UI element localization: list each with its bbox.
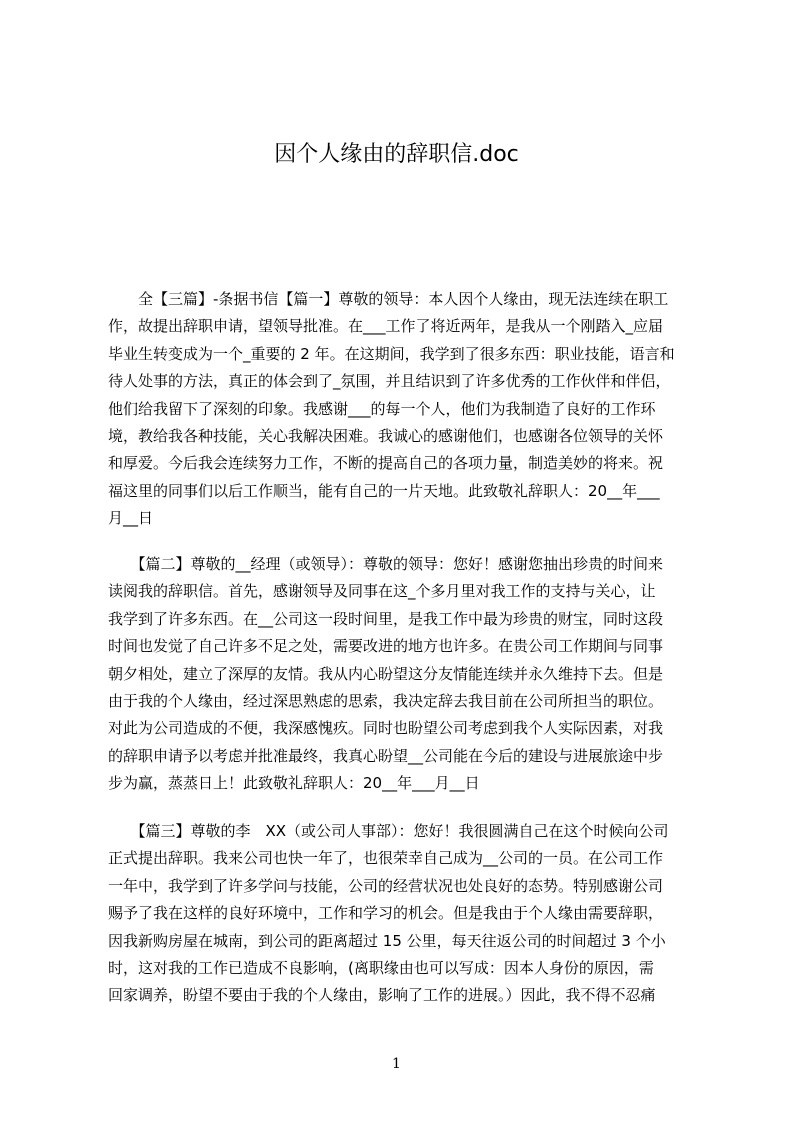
paragraph-line: 读阅我的辞职信。首先，感谢领导及同事在这_个多月里对我工作的支持与关心，让 [108,582,656,601]
paragraph-line: 因我新购房屋在城南，到公司的距离超过 15 公里，每天往返公司的时间超过 3 个小 [108,931,666,950]
paragraph-line: 和厚爱。今后我会连续努力工作，不断的提高自己的各项力量，制造美妙的将来。祝 [108,454,664,473]
paragraph-3 [108,818,710,1010]
paragraph-line: 步为赢，蒸蒸日上！此致敬礼辞职人：20__年___月__日 [108,774,480,793]
paragraph-line: 一年中，我学到了许多学问与技能，公司的经营状况也处良好的态势。特别感谢公司 [108,876,664,895]
paragraph-line: 毕业生转变成为一个_重要的 2 年。在这期间，我学到了很多东西：职业技能，语言和 [108,344,675,363]
paragraph-2 [108,551,710,798]
paragraph-line: 我学到了许多东西。在__公司这一段时间里，是我工作中最为珍贵的财宝，同时这段 [108,609,664,628]
paragraph-line: 时间也发觉了自己许多不足之处，需要改进的地方也许多。在贵公司工作期间与同事 [108,637,664,656]
paragraph-line: 作，故提出辞职申请，望领导批准。在___工作了将近两年，是我从一个刚踏入_应届 [108,317,664,336]
paragraph-line: 赐予了我在这样的良好环境中，工作和学习的机会。但是我由于个人缘由需要辞职， [108,904,664,923]
page-number: 1 [392,1056,401,1072]
paragraph-line: 他们给我留下了深刻的印象。我感谢___的每一个人，他们为我制造了良好的工作环 [108,399,656,418]
paragraph-line: 待人处事的方法，真正的体会到了_氛围，并且结识到了许多优秀的工作伙伴和伴侣， [108,372,671,391]
paragraph-line: 的辞职申请予以考虑并批准最终，我真心盼望__公司能在今后的建设与进展旅途中步 [108,746,664,765]
paragraph-line: 时，这对我的工作已造成不良影响，(离职缘由也可以写成：因本人身份的原因，需 [108,959,654,978]
paragraph-line: 全【三篇】-条据书信【篇一】尊敬的领导：本人因个人缘由，现无法连续在职工 [108,290,669,308]
paragraph-line: 月__日 [108,509,154,528]
paragraph-line: 【篇二】尊敬的__经理（或领导）：尊敬的领导：您好！感谢您抽出珍贵的时间来 [108,555,664,573]
paragraph-line: 福这里的同事们以后工作顺当，能有自己的一片天地。此致敬礼辞职人：20__年___ [108,481,660,500]
paragraph-line: 对此为公司造成的不便，我深感愧疚。同时也盼望公司考虑到我个人实际因素，对我 [108,719,664,738]
paragraph-line: 由于我的个人缘由，经过深思熟虑的思索，我决定辞去我目前在公司所担当的职位。 [108,692,664,711]
paragraph-line: 回家调养，盼望不要由于我的个人缘由，影响了工作的进展。）因此，我不得不忍痛 [108,986,656,1005]
paragraph-line: 【篇三】尊敬的李 XX（或公司人事部）：您好！我很圆满自己在这个时候向公司 [108,822,669,840]
paragraph-1 [108,286,710,533]
document-title: 因个人缘由的辞职信.doc [274,142,519,167]
paragraph-line: 正式提出辞职。我来公司也快一年了，也很荣幸自己成为__公司的一员。在公司工作 [108,849,664,868]
paragraph-line: 境，教给我各种技能，关心我解决困难。我诚心的感谢他们，也感谢各位领导的关怀 [108,427,664,446]
paragraph-line: 朝夕相处，建立了深厚的友情。我从内心盼望这分友情能连续并永久维持下去。但是 [108,664,664,683]
